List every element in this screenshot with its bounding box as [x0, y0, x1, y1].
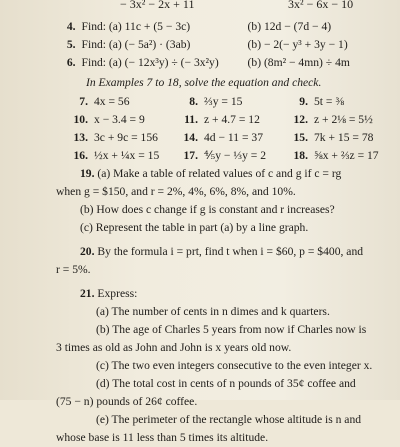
equation-item: 9. 5t = ⅜	[299, 95, 345, 108]
equation-item: 16. ½x + ¼x = 15	[73, 149, 160, 162]
part-b: (b) (8m² − 4mn) ÷ 4m	[247, 56, 350, 69]
exercise-21-b: (b) The age of Charles 5 years from now if Charles now is	[96, 323, 367, 336]
exercise-21-e-cont: whose base is 11 less than 5 times its altitude.	[56, 431, 269, 444]
exercise-19-cont: when g = $150, and r = 2%, 4%, 6%, 8%, and 10%.	[56, 185, 296, 198]
equation-item: 10. x − 3.4 = 9	[73, 113, 145, 126]
part-b: (b) − 2(− y³ + 3y − 1)	[247, 38, 348, 51]
exercise-21-a: (a) The number of cents in n dimes and k quarters.	[96, 305, 330, 318]
part-a: Find: (a) (− 5a²) · (3ab)	[81, 38, 191, 51]
equation-item: 11. z + 4.7 = 12	[184, 113, 260, 126]
equation-item: 12. z + 2⅛ = 5½	[293, 113, 373, 126]
exercise-21-e: (e) The perimeter of the rectangle whose altitude is n and	[96, 413, 362, 426]
exercise-21-d: (d) The total cost in cents of n pounds of 35¢ coffee and	[96, 377, 356, 390]
equation-item: 17. ⅘y − ⅓y = 2	[183, 149, 266, 162]
exercise-6	[56, 54, 394, 72]
exercise-21-c: (c) The two even integers consecutive to the even integer x.	[96, 359, 373, 372]
exercise-21-b-cont: 3 times as old as John and John is x years old now.	[56, 341, 292, 354]
exercise-19-b: (b) How does c change if g is constant and r increases?	[80, 203, 335, 216]
exercise-number: 4.	[66, 20, 76, 33]
exercise-19: 19. (a) Make a table of related values of c and g if c = rg	[80, 167, 342, 180]
exercise-number: 5.	[66, 38, 76, 51]
exercise-4	[56, 18, 394, 36]
exercise-number: 6.	[66, 56, 76, 69]
equation-item: 13. 3c + 9c = 156	[73, 131, 158, 144]
equation-item: 14. 4d − 11 = 37	[183, 131, 264, 144]
right-result: 3x² − 6x − 10	[288, 0, 353, 12]
equation-item: 18. ⅝x + ⅔z = 17	[293, 149, 379, 162]
exercise-21: 21. Express:	[80, 287, 138, 300]
part-a: Find: (a) 11c + (5 − 3c)	[81, 20, 191, 33]
exercise-20-cont: r = 5%.	[56, 263, 91, 276]
exercise-21-d-cont: (75 − n) pounds of 26¢ coffee.	[56, 395, 198, 408]
part-b: (b) 12d − (7d − 4)	[247, 20, 332, 33]
carried-over-results	[0, 0, 400, 14]
equation-item: 15. 7k + 15 = 78	[293, 131, 374, 144]
exercise-19-c: (c) Represent the table in part (a) by a line graph.	[80, 221, 309, 234]
section-heading: In Examples 7 to 18, solve the equation and check.	[86, 76, 322, 89]
equation-grid	[68, 93, 394, 165]
exercise-20: 20. By the formula i = prt, find t when i = $60, p = $400, and	[80, 245, 364, 258]
part-a: Find: (a) (− 12x³y) ÷ (− 3x²y)	[81, 56, 219, 69]
left-result: − 3x² − 2x + 11	[120, 0, 194, 12]
equation-item: 8. ⅔y = 15	[189, 95, 243, 108]
exercise-5	[56, 36, 394, 54]
equation-item: 7. 4x = 56	[79, 95, 130, 108]
